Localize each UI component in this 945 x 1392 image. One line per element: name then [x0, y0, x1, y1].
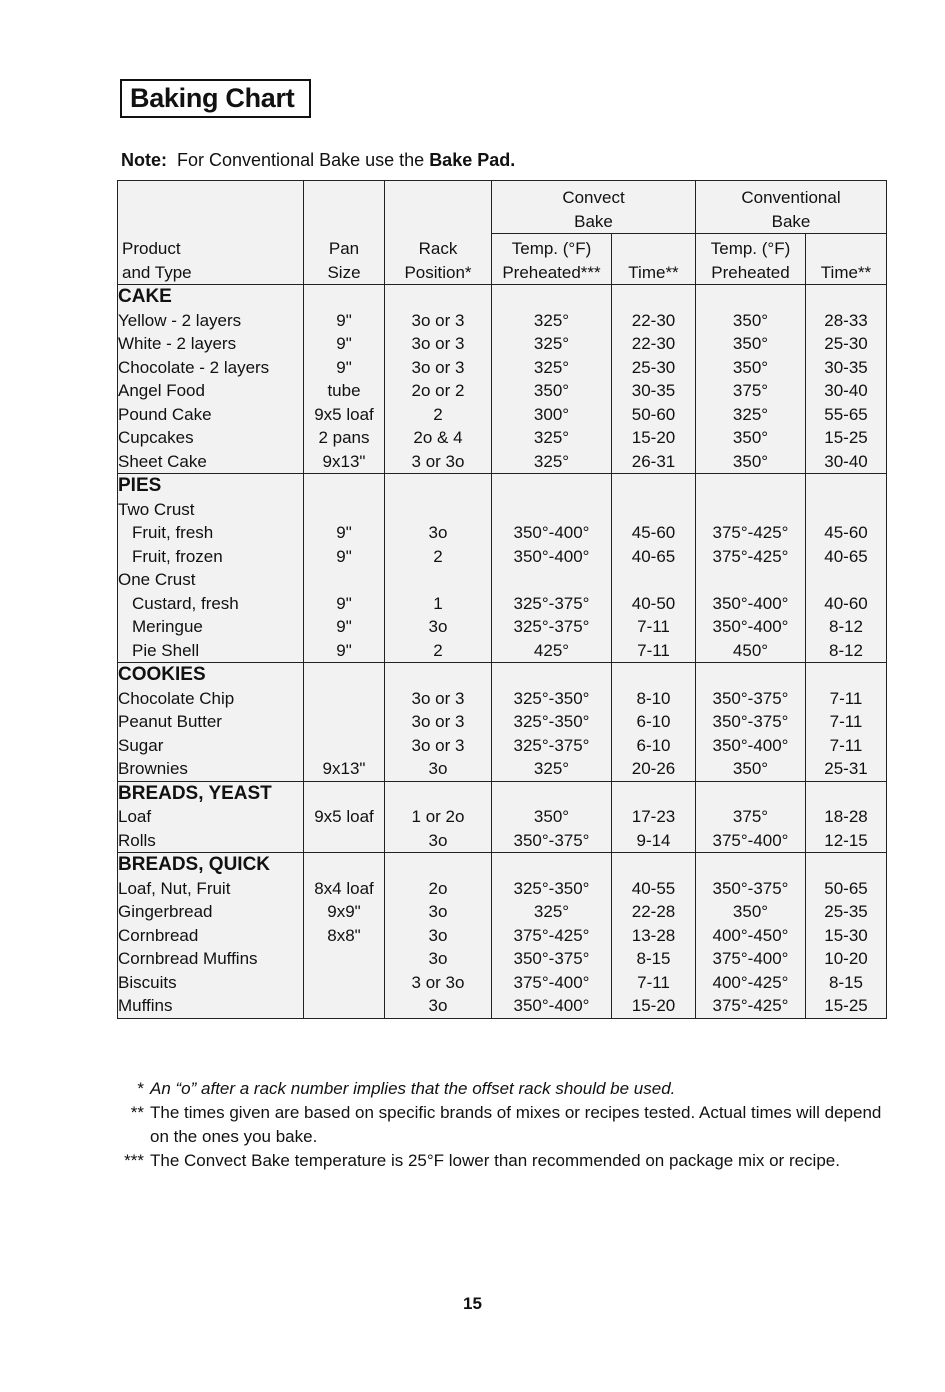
- cell-convect-time: [612, 474, 696, 498]
- cell-convect-temp: 350°: [492, 379, 612, 403]
- cell-convect-time: 22-30: [612, 309, 696, 333]
- cell-convect-time: 7-11: [612, 615, 696, 639]
- cell-convect-temp: 325°-350°: [492, 687, 612, 711]
- cell-rack-position: [385, 568, 492, 592]
- cell-convect-temp: [492, 474, 612, 498]
- col-conventional-time: Time**: [806, 234, 887, 285]
- footnote-2: ** The times given are based on specific brands of mixes or recipes tested. Actual times will depend on the ones you bake.: [130, 1103, 882, 1146]
- cell-convect-temp: 350°: [492, 805, 612, 829]
- cell-rack-position: 3o: [385, 947, 492, 971]
- cell-conventional-temp: 375°-400°: [696, 947, 806, 971]
- category-row: [118, 853, 887, 877]
- cell-pan-size: 2 pans: [304, 426, 385, 450]
- cell-rack-position: 3o: [385, 757, 492, 781]
- cell-convect-temp: 325°: [492, 426, 612, 450]
- cell-rack-position: 3o or 3: [385, 687, 492, 711]
- cell-convect-time: [612, 663, 696, 687]
- cell-convect-temp: 325°: [492, 757, 612, 781]
- cell-convect-temp: 350°-375°: [492, 947, 612, 971]
- cell-conventional-time: 8-15: [806, 971, 887, 995]
- cell-conventional-time: 50-65: [806, 877, 887, 901]
- cell-convect-temp: 325°: [492, 450, 612, 474]
- cell-convect-temp: 325°: [492, 309, 612, 333]
- cell-pan-size: 9x13": [304, 757, 385, 781]
- cell-product: Fruit, frozen: [118, 545, 304, 569]
- cell-conventional-time: 15-25: [806, 426, 887, 450]
- cell-rack-position: 3o: [385, 994, 492, 1018]
- cell-conventional-temp: 375°-425°: [696, 994, 806, 1018]
- cell-product: Pie Shell: [118, 639, 304, 663]
- conventional-bake-header: Conventional Bake: [696, 181, 887, 234]
- cell-rack-position: 2o & 4: [385, 426, 492, 450]
- footnotes: [118, 1077, 888, 1173]
- cell-pan-size: 9": [304, 545, 385, 569]
- cell-conventional-time: 28-33: [806, 309, 887, 333]
- note-bold-text: Bake Pad.: [429, 150, 516, 170]
- cell-conventional-temp: 400°-450°: [696, 924, 806, 948]
- cell-conventional-time: 7-11: [806, 687, 887, 711]
- table-row: [118, 710, 887, 734]
- cell-rack-position: 3o: [385, 900, 492, 924]
- table-row: [118, 426, 887, 450]
- cell-pan-size: 9x5 loaf: [304, 805, 385, 829]
- cell-conventional-time: [806, 474, 887, 498]
- cell-convect-time: 50-60: [612, 403, 696, 427]
- cell-convect-temp: 375°-400°: [492, 971, 612, 995]
- cell-conventional-temp: [696, 853, 806, 877]
- cell-convect-time: [612, 853, 696, 877]
- cell-convect-time: 25-30: [612, 356, 696, 380]
- cell-product: Sheet Cake: [118, 450, 304, 474]
- cell-conventional-time: 40-60: [806, 592, 887, 616]
- cell-rack-position: 3o or 3: [385, 356, 492, 380]
- cell-conventional-time: 15-30: [806, 924, 887, 948]
- cell-rack-position: 2: [385, 403, 492, 427]
- cell-product: Angel Food: [118, 379, 304, 403]
- cell-rack-position: 3o or 3: [385, 332, 492, 356]
- cell-convect-time: 8-10: [612, 687, 696, 711]
- col-rack-position: Rack Position*: [385, 234, 492, 285]
- table-row: [118, 639, 887, 663]
- cell-convect-temp: 300°: [492, 403, 612, 427]
- cell-pan-size: 9": [304, 639, 385, 663]
- cell-convect-time: 7-11: [612, 639, 696, 663]
- cell-rack-position: [385, 498, 492, 522]
- footnote-3: *** The Convect Bake temperature is 25°F lower than recommended on package mix or recipe.: [124, 1151, 840, 1170]
- cell-rack-position: 1: [385, 592, 492, 616]
- cell-rack-position: 2o or 2: [385, 379, 492, 403]
- table-row: [118, 757, 887, 781]
- cell-convect-time: [612, 781, 696, 805]
- cell-conventional-temp: 350°: [696, 900, 806, 924]
- cell-convect-time: 7-11: [612, 971, 696, 995]
- table-row: [118, 971, 887, 995]
- cell-product: Cornbread: [118, 924, 304, 948]
- cell-conventional-time: 25-30: [806, 332, 887, 356]
- cell-product: COOKIES: [118, 663, 304, 687]
- cell-conventional-temp: 350°-375°: [696, 710, 806, 734]
- cell-convect-temp: [492, 853, 612, 877]
- cell-convect-time: 45-60: [612, 521, 696, 545]
- cell-convect-time: 6-10: [612, 734, 696, 758]
- cell-product: Two Crust: [118, 498, 304, 522]
- cell-conventional-time: 8-12: [806, 639, 887, 663]
- col-product: Product and Type: [118, 234, 304, 285]
- cell-product: Loaf: [118, 805, 304, 829]
- cell-pan-size: [304, 853, 385, 877]
- cell-pan-size: [304, 687, 385, 711]
- cell-conventional-time: 7-11: [806, 734, 887, 758]
- cell-pan-size: [304, 994, 385, 1018]
- table-row: [118, 615, 887, 639]
- cell-convect-temp: 375°-425°: [492, 924, 612, 948]
- cell-rack-position: 3 or 3o: [385, 450, 492, 474]
- cell-conventional-temp: 350°: [696, 356, 806, 380]
- table-row: [118, 947, 887, 971]
- cell-conventional-time: [806, 781, 887, 805]
- cell-conventional-temp: 350°: [696, 450, 806, 474]
- cell-conventional-temp: [696, 474, 806, 498]
- cell-convect-time: 40-55: [612, 877, 696, 901]
- cell-pan-size: 9": [304, 356, 385, 380]
- cell-convect-temp: 325°: [492, 356, 612, 380]
- cell-conventional-temp: 350°: [696, 757, 806, 781]
- cell-convect-time: 17-23: [612, 805, 696, 829]
- cell-conventional-temp: 375°-425°: [696, 521, 806, 545]
- cell-rack-position: [385, 781, 492, 805]
- table-row: [118, 592, 887, 616]
- cell-product: Cornbread Muffins: [118, 947, 304, 971]
- cell-pan-size: 9": [304, 615, 385, 639]
- cell-pan-size: [304, 474, 385, 498]
- cell-conventional-temp: 375°-425°: [696, 545, 806, 569]
- cell-product: Pound Cake: [118, 403, 304, 427]
- table-row: [118, 356, 887, 380]
- table-row: [118, 687, 887, 711]
- table-row: [118, 309, 887, 333]
- cell-conventional-time: 15-25: [806, 994, 887, 1018]
- cell-conventional-temp: 400°-425°: [696, 971, 806, 995]
- cell-rack-position: 3o: [385, 924, 492, 948]
- cell-rack-position: 2o: [385, 877, 492, 901]
- category-row: [118, 474, 887, 498]
- table-row: [118, 332, 887, 356]
- cell-pan-size: [304, 710, 385, 734]
- cell-product: BREADS, QUICK: [118, 853, 304, 877]
- category-row: [118, 285, 887, 309]
- note: [121, 150, 515, 171]
- cell-rack-position: 3o or 3: [385, 309, 492, 333]
- cell-product: PIES: [118, 474, 304, 498]
- table-row: [118, 829, 887, 853]
- cell-conventional-temp: 350°-400°: [696, 615, 806, 639]
- cell-convect-temp: 325°-375°: [492, 734, 612, 758]
- note-label: Note:: [121, 150, 167, 170]
- cell-rack-position: 2: [385, 639, 492, 663]
- col-convect-temp: Temp. (°F) Preheated***: [492, 234, 612, 285]
- table-header-row: [118, 234, 887, 285]
- cell-conventional-time: 30-40: [806, 450, 887, 474]
- col-conventional-temp: Temp. (°F) Preheated: [696, 234, 806, 285]
- category-row: [118, 663, 887, 687]
- cell-convect-temp: [492, 663, 612, 687]
- cell-convect-time: 9-14: [612, 829, 696, 853]
- table-row: [118, 805, 887, 829]
- cell-conventional-time: 45-60: [806, 521, 887, 545]
- table-row: [118, 924, 887, 948]
- cell-convect-time: 13-28: [612, 924, 696, 948]
- cell-product: Custard, fresh: [118, 592, 304, 616]
- cell-pan-size: [304, 568, 385, 592]
- col-pan-size: Pan Size: [304, 234, 385, 285]
- cell-convect-time: 8-15: [612, 947, 696, 971]
- table-row: [118, 994, 887, 1018]
- cell-pan-size: [304, 947, 385, 971]
- cell-conventional-temp: [696, 498, 806, 522]
- cell-convect-time: [612, 568, 696, 592]
- cell-convect-temp: 425°: [492, 639, 612, 663]
- cell-convect-time: 40-65: [612, 545, 696, 569]
- cell-conventional-temp: [696, 781, 806, 805]
- cell-convect-temp: [492, 568, 612, 592]
- cell-product: White - 2 layers: [118, 332, 304, 356]
- cell-rack-position: 3o: [385, 615, 492, 639]
- note-text: For Conventional Bake use the: [177, 150, 425, 170]
- cell-product: Cupcakes: [118, 426, 304, 450]
- cell-convect-time: 6-10: [612, 710, 696, 734]
- cell-product: Peanut Butter: [118, 710, 304, 734]
- cell-convect-temp: 325°: [492, 900, 612, 924]
- cell-conventional-temp: [696, 568, 806, 592]
- cell-conventional-time: [806, 853, 887, 877]
- cell-product: Chocolate Chip: [118, 687, 304, 711]
- cell-pan-size: 9": [304, 592, 385, 616]
- cell-pan-size: 8x8": [304, 924, 385, 948]
- cell-product: Sugar: [118, 734, 304, 758]
- cell-pan-size: 9x13": [304, 450, 385, 474]
- cell-pan-size: [304, 498, 385, 522]
- table-row: [118, 379, 887, 403]
- cell-convect-time: 40-50: [612, 592, 696, 616]
- cell-product: Rolls: [118, 829, 304, 853]
- cell-conventional-time: [806, 285, 887, 309]
- cell-convect-temp: 350°-375°: [492, 829, 612, 853]
- cell-conventional-time: 7-11: [806, 710, 887, 734]
- cell-conventional-temp: [696, 663, 806, 687]
- cell-rack-position: 3o or 3: [385, 710, 492, 734]
- table-row: [118, 568, 887, 592]
- cell-pan-size: [304, 971, 385, 995]
- cell-convect-temp: [492, 498, 612, 522]
- cell-product: Yellow - 2 layers: [118, 309, 304, 333]
- cell-rack-position: [385, 285, 492, 309]
- cell-conventional-temp: 350°-400°: [696, 734, 806, 758]
- cell-pan-size: [304, 285, 385, 309]
- page-title: Baking Chart: [120, 79, 311, 118]
- cell-conventional-time: 12-15: [806, 829, 887, 853]
- cell-convect-time: 20-26: [612, 757, 696, 781]
- cell-product: Fruit, fresh: [118, 521, 304, 545]
- col-convect-time: Time**: [612, 234, 696, 285]
- cell-conventional-time: 55-65: [806, 403, 887, 427]
- table-header-group-row: [118, 181, 887, 234]
- cell-product: Muffins: [118, 994, 304, 1018]
- cell-conventional-time: [806, 498, 887, 522]
- cell-convect-temp: 325°-350°: [492, 710, 612, 734]
- category-row: [118, 781, 887, 805]
- cell-conventional-temp: 350°: [696, 426, 806, 450]
- cell-pan-size: 9": [304, 521, 385, 545]
- cell-product: Biscuits: [118, 971, 304, 995]
- page-number: 15: [463, 1294, 482, 1313]
- cell-conventional-time: 30-40: [806, 379, 887, 403]
- cell-product: Loaf, Nut, Fruit: [118, 877, 304, 901]
- table-row: [118, 498, 887, 522]
- cell-conventional-time: 25-31: [806, 757, 887, 781]
- cell-conventional-time: 30-35: [806, 356, 887, 380]
- cell-convect-time: 22-30: [612, 332, 696, 356]
- cell-product: Meringue: [118, 615, 304, 639]
- cell-conventional-temp: 375°: [696, 805, 806, 829]
- cell-conventional-temp: 350°-375°: [696, 687, 806, 711]
- cell-rack-position: [385, 853, 492, 877]
- cell-convect-time: 22-28: [612, 900, 696, 924]
- cell-pan-size: 8x4 loaf: [304, 877, 385, 901]
- cell-rack-position: 3o: [385, 829, 492, 853]
- cell-product: One Crust: [118, 568, 304, 592]
- cell-convect-time: 15-20: [612, 994, 696, 1018]
- cell-convect-temp: 325°: [492, 332, 612, 356]
- cell-rack-position: [385, 474, 492, 498]
- cell-convect-temp: 350°-400°: [492, 994, 612, 1018]
- cell-convect-temp: [492, 781, 612, 805]
- cell-pan-size: 9": [304, 332, 385, 356]
- cell-rack-position: [385, 663, 492, 687]
- cell-convect-temp: [492, 285, 612, 309]
- cell-conventional-time: 8-12: [806, 615, 887, 639]
- cell-convect-temp: 350°-400°: [492, 545, 612, 569]
- cell-product: Brownies: [118, 757, 304, 781]
- cell-rack-position: 3o: [385, 521, 492, 545]
- cell-product: BREADS, YEAST: [118, 781, 304, 805]
- cell-conventional-temp: 350°: [696, 332, 806, 356]
- convect-bake-header: Convect Bake: [492, 181, 696, 234]
- cell-convect-temp: 325°-350°: [492, 877, 612, 901]
- table-row: [118, 403, 887, 427]
- cell-convect-temp: 325°-375°: [492, 592, 612, 616]
- cell-rack-position: 2: [385, 545, 492, 569]
- cell-product: Chocolate - 2 layers: [118, 356, 304, 380]
- cell-convect-temp: 350°-400°: [492, 521, 612, 545]
- table-row: [118, 900, 887, 924]
- cell-convect-time: 30-35: [612, 379, 696, 403]
- cell-convect-time: 15-20: [612, 426, 696, 450]
- cell-rack-position: 3o or 3: [385, 734, 492, 758]
- cell-pan-size: 9x9": [304, 900, 385, 924]
- cell-pan-size: tube: [304, 379, 385, 403]
- cell-conventional-temp: [696, 285, 806, 309]
- cell-conventional-time: 10-20: [806, 947, 887, 971]
- table-row: [118, 450, 887, 474]
- cell-convect-time: [612, 498, 696, 522]
- cell-rack-position: 1 or 2o: [385, 805, 492, 829]
- cell-conventional-temp: 350°-375°: [696, 877, 806, 901]
- cell-pan-size: [304, 829, 385, 853]
- cell-pan-size: [304, 734, 385, 758]
- cell-product: Gingerbread: [118, 900, 304, 924]
- cell-conventional-temp: 375°: [696, 379, 806, 403]
- cell-product: CAKE: [118, 285, 304, 309]
- cell-conventional-time: 25-35: [806, 900, 887, 924]
- cell-pan-size: 9x5 loaf: [304, 403, 385, 427]
- table-row: [118, 734, 887, 758]
- cell-conventional-time: 40-65: [806, 545, 887, 569]
- cell-convect-time: 26-31: [612, 450, 696, 474]
- table-body: [118, 285, 887, 1019]
- baking-chart-table: [117, 180, 887, 1019]
- cell-pan-size: 9": [304, 309, 385, 333]
- cell-pan-size: [304, 781, 385, 805]
- cell-conventional-temp: 350°: [696, 309, 806, 333]
- cell-conventional-temp: 450°: [696, 639, 806, 663]
- footnote-1: * An “o” after a rack number implies that the offset rack should be used.: [137, 1079, 676, 1098]
- cell-conventional-time: 18-28: [806, 805, 887, 829]
- cell-rack-position: 3 or 3o: [385, 971, 492, 995]
- table-row: [118, 545, 887, 569]
- table-row: [118, 877, 887, 901]
- cell-convect-temp: 325°-375°: [492, 615, 612, 639]
- cell-conventional-temp: 350°-400°: [696, 592, 806, 616]
- cell-pan-size: [304, 663, 385, 687]
- cell-conventional-time: [806, 568, 887, 592]
- cell-conventional-temp: 375°-400°: [696, 829, 806, 853]
- cell-conventional-time: [806, 663, 887, 687]
- cell-conventional-temp: 325°: [696, 403, 806, 427]
- cell-convect-time: [612, 285, 696, 309]
- table-row: [118, 521, 887, 545]
